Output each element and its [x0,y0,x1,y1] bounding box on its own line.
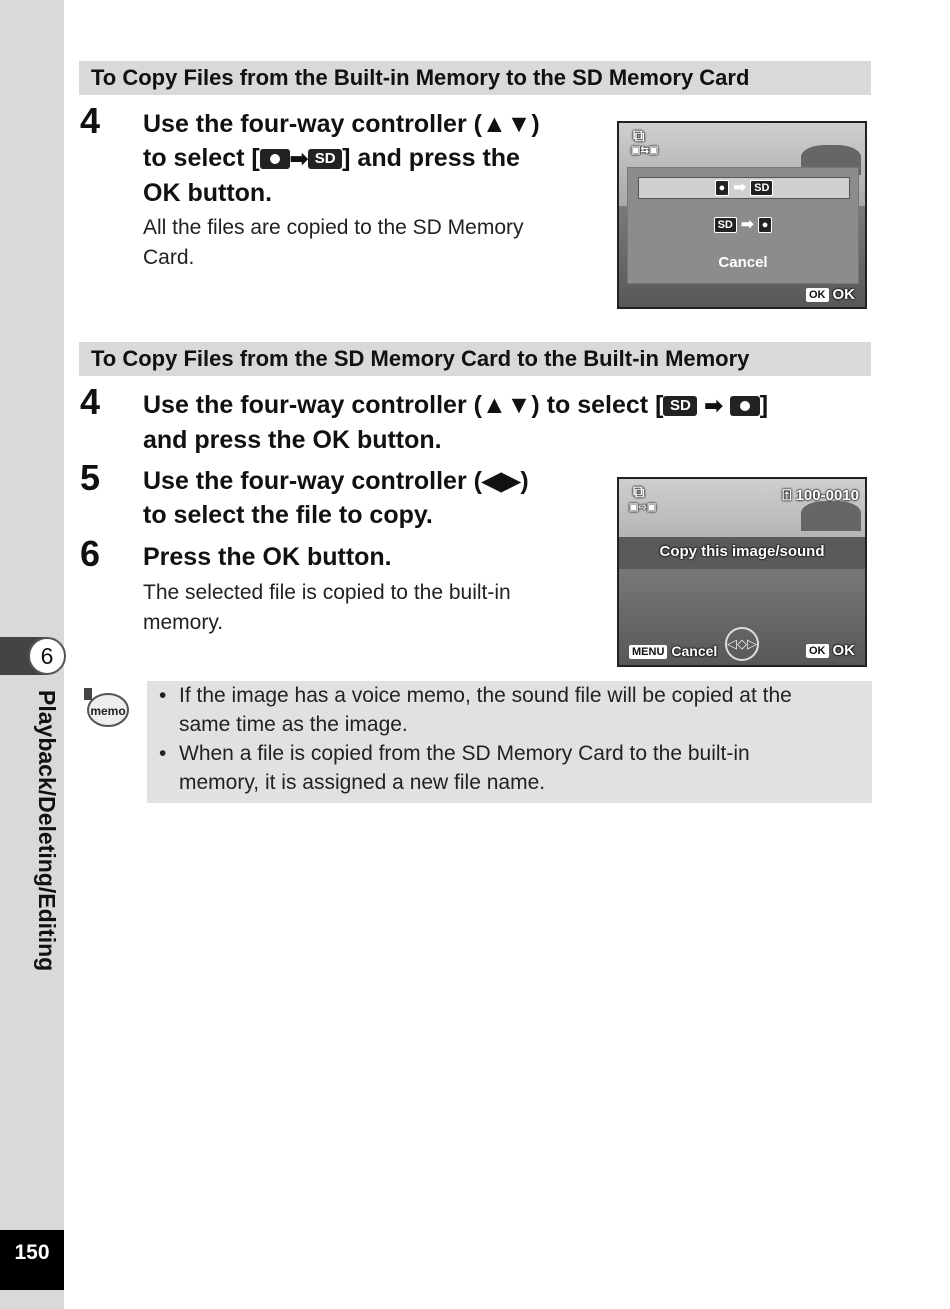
page-number-underline [0,1288,64,1290]
arrow-right-icon: ➡ [289,146,309,171]
camera-screen-select-file [617,477,867,667]
bullet: • [159,742,167,765]
description-line: All the files are copied to the SD Memory [143,216,524,239]
ok-hint [806,642,855,659]
memo-icon [82,686,130,732]
file-number [782,487,859,504]
menu-button-badge: MENU [629,645,667,659]
memo-line: If the image has a voice memo, the sound file will be copied at the [179,684,792,707]
description-line: Card. [143,246,195,269]
step-number: 6 [80,533,101,574]
memo-icon-label: memo [90,704,126,718]
copy-prompt: Copy this image/sound [659,543,825,560]
built-in-memory-icon: ● [758,217,773,233]
bullet: • [159,684,167,707]
step-text-fragment: Use the four-way controller (▲▼) to select [ [143,391,664,419]
four-way-controller-icon: ◁◇▷ [725,627,759,661]
memo-line: same time as the image. [179,713,408,736]
page-number: 150 [0,1230,64,1288]
menu-option-cancel[interactable]: Cancel [718,254,768,271]
step-text-fragment: to select [ [143,144,260,172]
description-line: memory. [143,611,224,634]
ok-button-badge: OK [806,288,829,302]
memo-line: When a file is copied from the SD Memory Card to the built-in [179,742,750,765]
ok-hint [806,286,855,303]
step-instruction [143,464,603,532]
arrow-right-icon: ➡ [741,216,754,233]
menu-option-built-in-to-sd[interactable] [638,177,850,199]
copy-direction-icon: ▣⇨▣ [629,502,657,513]
built-in-memory-icon [730,396,760,416]
cancel-hint-label: Cancel [671,642,718,659]
step-number: 4 [80,100,101,141]
built-in-memory-icon: ● [715,180,730,196]
built-in-memory-icon [260,149,290,169]
photo-trees [801,501,861,531]
memo-line: memory, it is assigned a new file name. [179,771,546,794]
step-line [143,388,873,423]
memo-text [179,681,869,739]
section-header-built-in-to-sd: To Copy Files from the Built-in Memory to the SD Memory Card [79,61,871,95]
sd-card-icon: SD [308,149,342,169]
folder-icon: ⍐ [782,487,792,504]
step-line: and press the OK button. [143,426,442,454]
step-number: 4 [80,381,101,422]
step-instruction: Press the OK button. [143,543,392,571]
chapter-title: Playback/Deleting/Editing [34,690,60,972]
copy-mode-icon: ⧉ [633,128,645,145]
step-line [143,141,603,176]
arrow-right-icon: ➡ [704,393,723,418]
sd-card-icon: SD [714,217,737,233]
step-line: OK button. [143,179,273,207]
step-line: to select the file to copy. [143,501,433,529]
section-header-sd-to-built-in: To Copy Files from the SD Memory Card to the Built-in Memory [79,342,871,376]
step-description [143,213,603,273]
step-instruction [143,388,873,457]
memo-box [147,681,872,803]
copy-menu-panel [627,167,859,284]
sd-card-icon: SD [663,396,697,416]
copy-mode-icon: ⧉ [633,484,645,501]
step-instruction [143,107,603,210]
step-text-fragment: ] and press the [342,144,520,172]
arrow-right-icon: ➡ [733,179,746,196]
ok-hint-label: OK [832,642,855,659]
ok-button-badge: OK [806,644,829,658]
step-text-fragment: ] [759,391,769,419]
copy-direction-icon: ▣⇆▣ [631,145,659,156]
step-description [143,578,603,638]
description-line: The selected file is copied to the built-in [143,581,511,604]
camera-screen-copy-menu [617,121,867,309]
file-number-value: 100-0010 [795,487,859,504]
sd-card-icon: SD [750,180,773,196]
chapter-number: 6 [28,637,66,675]
cancel-hint [629,643,717,659]
step-line: Use the four-way controller (▲▼) [143,110,540,138]
memo-text [179,739,869,797]
step-line: Use the four-way controller (◀▶) [143,467,529,495]
step-number: 5 [80,457,101,498]
ok-hint-label: OK [832,286,855,303]
menu-option-sd-to-built-in[interactable] [638,215,848,235]
